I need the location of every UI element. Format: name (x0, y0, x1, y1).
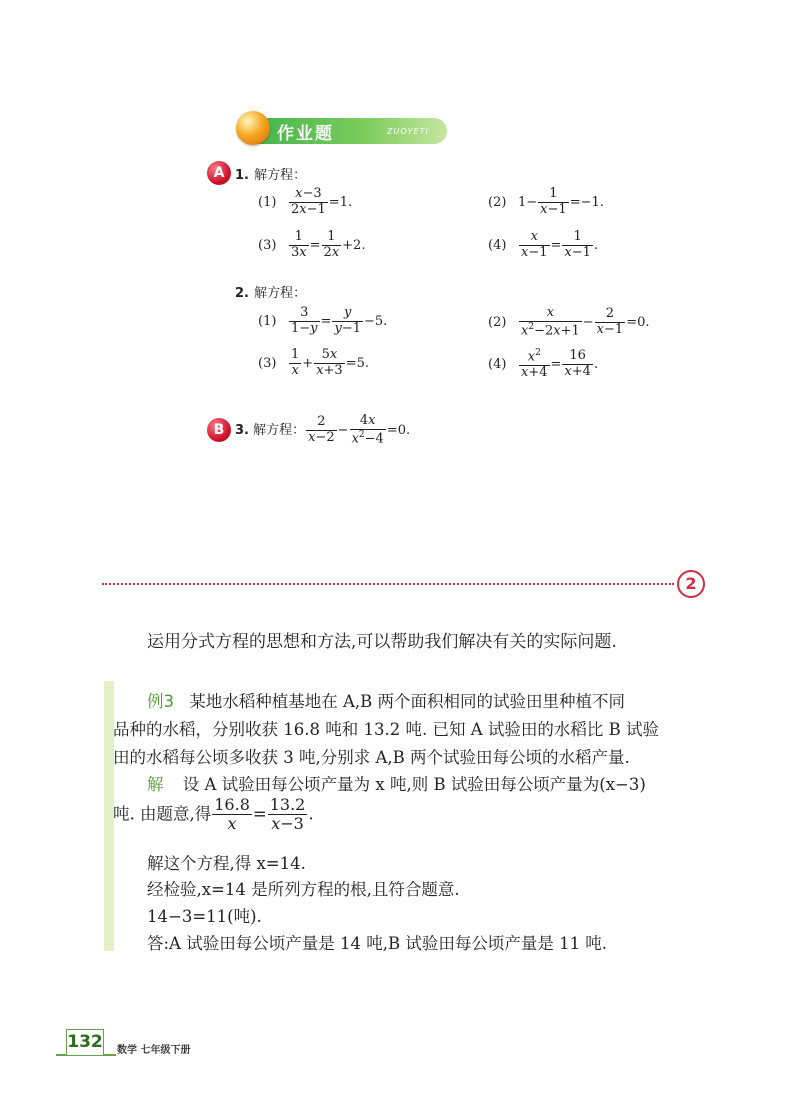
question-number: 3. (235, 423, 249, 439)
equation-1-1: (1) $\frac{x-3}{2x-1}$ =1. (258, 186, 353, 217)
page-number: 132 (66, 1029, 104, 1056)
equation-1-3: (3) $\frac{1}{3x}$ = $\frac{1}{2x}$ +2. (258, 229, 366, 260)
level-b-badge-icon: B (207, 418, 231, 442)
example-line-3: 田的水稻每公顷多收获 3 吨,分别求 A,B 两个试验田每公顷的水稻产量. (113, 748, 630, 767)
question-2-heading (235, 282, 306, 301)
equation-1-2: (2) 1− $\frac{1}{x-1}$ =−1. (488, 186, 604, 217)
orange-ball-icon (236, 111, 270, 145)
question-prompt: 解方程： (253, 423, 306, 439)
question-1-heading (235, 164, 306, 183)
solution-line-1: 解 设 A 试验田每公顷产量为 x 吨,则 B 试验田每公顷产量为(x−3) (147, 775, 646, 794)
equation-2-1: (1) $\frac{3}{1-y}$ = $\frac{y}{y-1}$ −5. (258, 305, 388, 336)
example-line-2: 品种的水稻，分别收获 16.8 吨和 13.2 吨. 已知 A 试验田的水稻比 B 试验 (113, 720, 659, 739)
solution-line-3: 解这个方程,得 x=14. (147, 854, 306, 873)
equation-2-4: (4) $\frac{x^2}{x+4}$ = $\frac{16}{x+4}$ . (488, 348, 599, 381)
book-title: 数学 七年级下册 (117, 1045, 191, 1056)
section-divider (102, 583, 674, 585)
intro-text: 运用分式方程的思想和方法,可以帮助我们解决有关的实际问题. (147, 632, 617, 652)
equation-2-2: (2) $\frac{x}{x^2-2x+1}$ − $\frac{2}{x-1}$ =0. (488, 305, 650, 339)
solution-line-5: 14−3=11(吨). (147, 907, 262, 926)
question-prompt: 解方程： (254, 168, 307, 183)
question-3: 3. 解方程： $\frac{2}{x-2}$ − $\frac{4x}{x^2-4}$ =0. (235, 413, 411, 447)
solution-line-2: 吨. 由题意,得 $\frac{16.8}{x}$ = $\frac{13.2}{x-3}$ . (113, 795, 314, 834)
solution-label: 解 (147, 775, 164, 794)
example-line-1: 例3 某地水稻种植基地在 A,B 两个面积相同的试验田里种植不同 (147, 692, 626, 711)
answer-line: 答:A 试验田每公顷产量是 14 吨,B 试验田每公顷产量是 11 吨. (147, 934, 608, 953)
question-number: 1. (235, 168, 249, 183)
banner-title: 作业题 (277, 124, 334, 144)
solution-line-4: 经检验,x=14 是所列方程的根,且符合题意. (147, 880, 460, 899)
equation-1-4: (4) $\frac{x}{x-1}$ = $\frac{1}{x-1}$ . (488, 229, 599, 260)
banner-subtitle: ZUOYETI (387, 127, 429, 136)
equation-2-3: (3) $\frac{1}{x}$ + $\frac{5x}{x+3}$ =5. (258, 347, 369, 378)
example-label: 例3 (147, 692, 174, 711)
section-number-badge: 2 (677, 570, 705, 598)
level-a-badge-icon: A (207, 161, 231, 185)
question-number: 2. (235, 286, 249, 301)
question-prompt: 解方程： (254, 286, 307, 301)
